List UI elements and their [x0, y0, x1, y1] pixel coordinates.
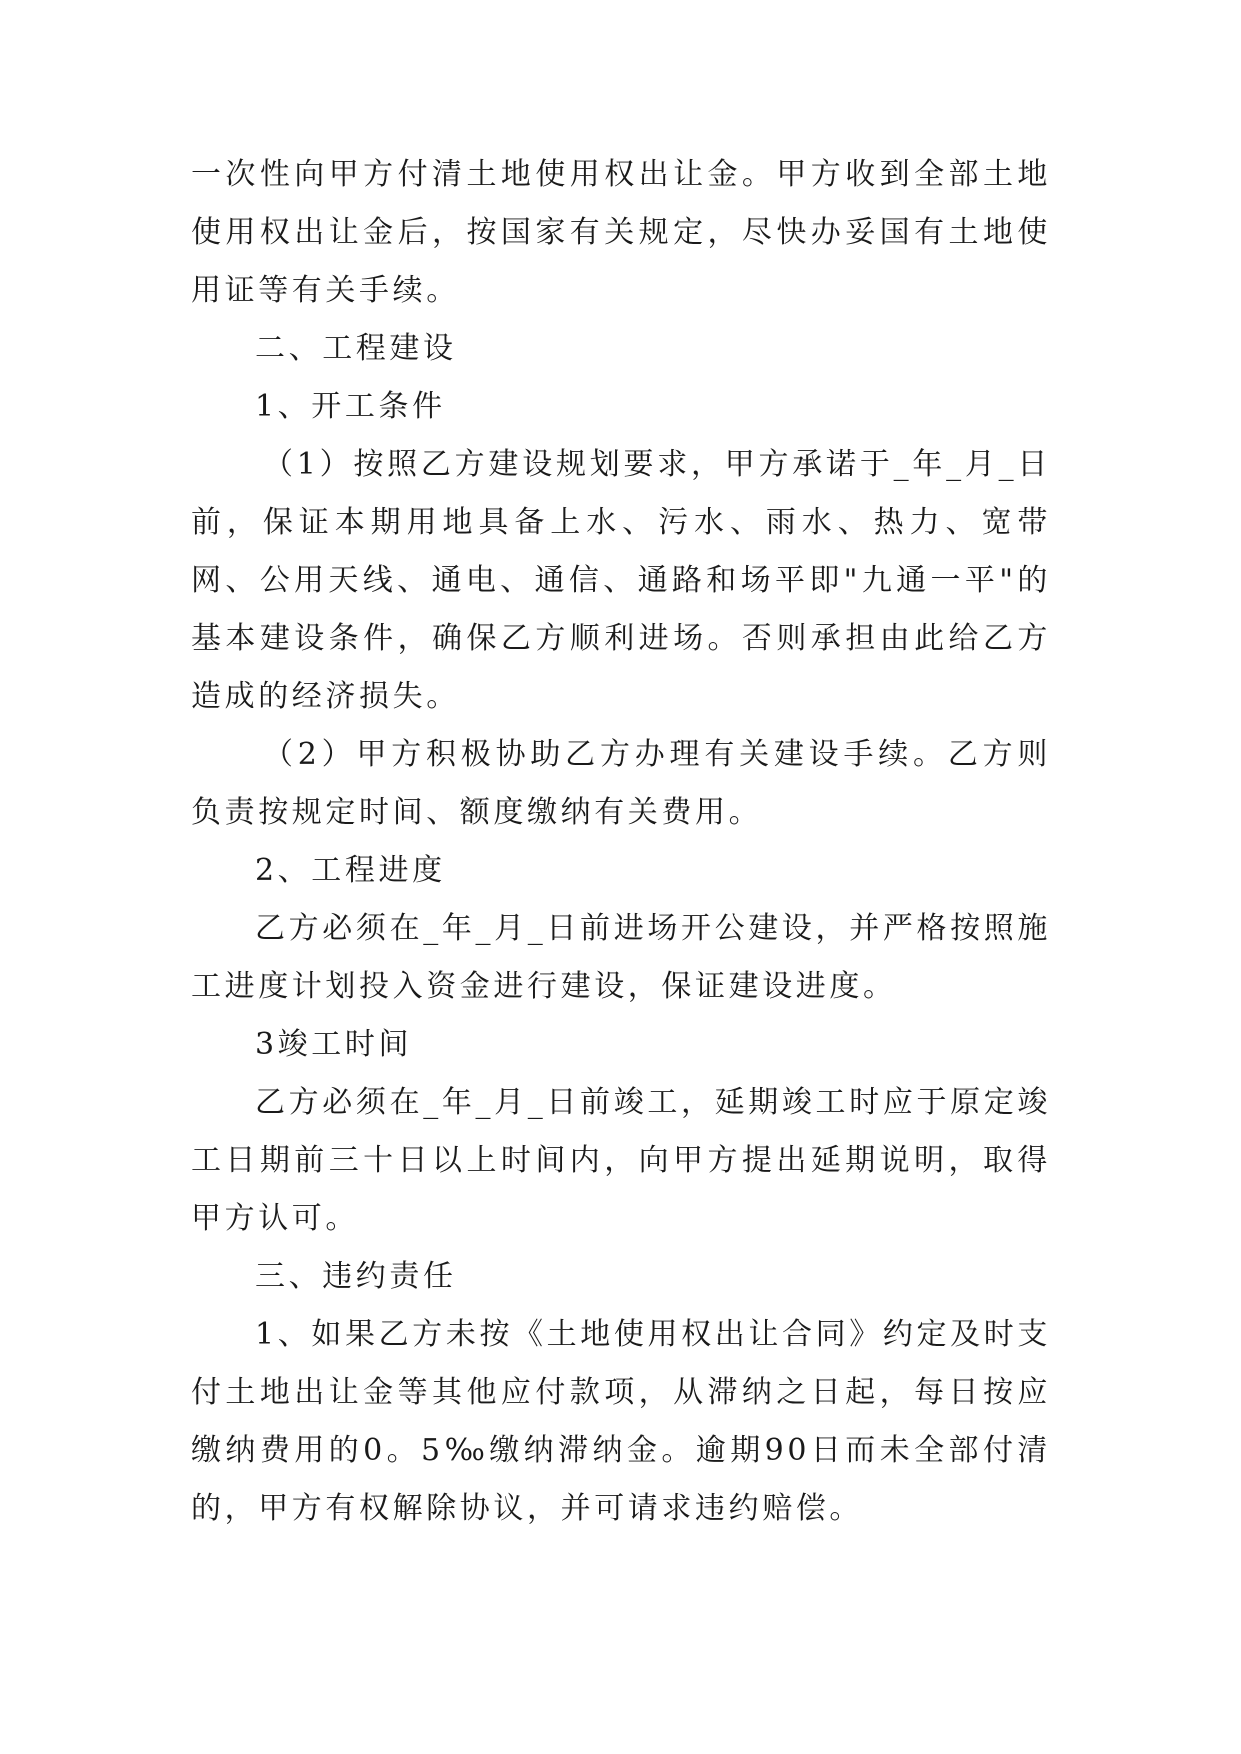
- paragraph-payment-clause: 一次性向甲方付清土地使用权出让金。甲方收到全部土地使用权出让金后，按国家有关规定，尽快办妥国有土地使用证等有关手续。: [191, 157, 1051, 308]
- paragraph-liability-1: 1、如果乙方未按《土地使用权出让合同》约定及时支付土地出让金等其他应付款项，从滞纳之日起，每日按应缴纳费用的0。5‰缴纳滞纳金。逾期90日而未全部付清的，甲方有权解除协议，并可请求违约赔偿。: [191, 1317, 1051, 1526]
- subheading-start-conditions: 1、开工条件: [255, 389, 446, 424]
- subheading-progress: 2、工程进度: [255, 853, 446, 888]
- paragraph-progress: 乙方必须在_年_月_日前进场开公建设，并严格按照施工进度计划投入资金进行建设，保证建设进度。: [191, 911, 1051, 1004]
- paragraph-condition-2: （2）甲方积极协助乙方办理有关建设手续。乙方则负责按规定时间、额度缴纳有关费用。: [191, 737, 1051, 830]
- paragraph-completion: 乙方必须在_年_月_日前竣工，延期竣工时应于原定竣工日期前三十日以上时间内，向甲方提出延期说明，取得甲方认可。: [191, 1085, 1051, 1236]
- paragraph-condition-1: （1）按照乙方建设规划要求，甲方承诺于_年_月_日前，保证本期用地具备上水、污水、雨水、热力、宽带网、公用天线、通电、通信、通路和场平即"九通一平"的基本建设条件，确保乙方顺利进场。否则承担由此给乙方造成的经济损失。: [191, 447, 1051, 714]
- document-body: [191, 146, 1051, 1538]
- section-heading-liability: 三、违约责任: [255, 1259, 457, 1294]
- subheading-completion: 3竣工时间: [255, 1027, 413, 1062]
- section-heading-construction: 二、工程建设: [255, 331, 457, 366]
